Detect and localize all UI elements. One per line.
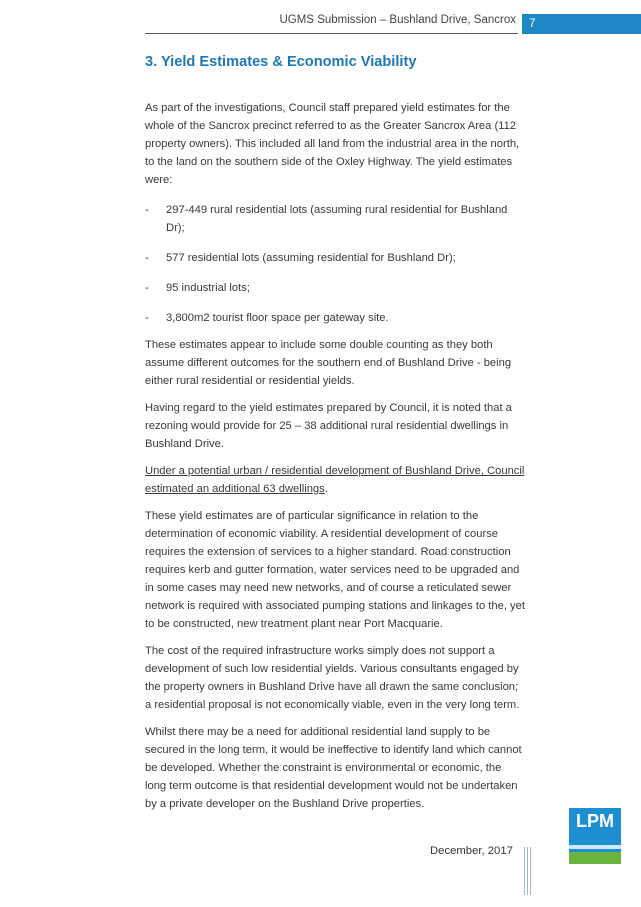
economic-viability-paragraph: These yield estimates are of particular significance in relation to the determination of economic viability. A residential development of course requires the extension of services to a higher standard. Road construction requires kerb and gutter formation, water services need to be upgraded and in some cases may need new networks, and of course a reticulated sewer network is required with associated pumping stations and linkages to the, yet to be constructed, new treatment plant near Port Macquarie. bbox=[145, 510, 525, 630]
rezoning-paragraph: Having regard to the yield estimates prepared by Council, it is noted that a rezoning would provide for 25 – 38 additional rural residential dwellings in Bushland Drive. bbox=[145, 402, 512, 450]
list-dash: - bbox=[145, 252, 149, 264]
footer-rule bbox=[530, 847, 531, 895]
document-body bbox=[145, 99, 525, 822]
footer-rule bbox=[524, 847, 525, 895]
urban-development-paragraph bbox=[145, 462, 525, 498]
list-item-text: 3,800m2 tourist floor space per gateway site. bbox=[166, 312, 389, 324]
page-number: 7 bbox=[522, 14, 641, 34]
list-item-text: 577 residential lots (assuming residential for Bushland Dr); bbox=[166, 252, 456, 264]
footer-rule bbox=[527, 847, 528, 895]
list-dash: - bbox=[145, 312, 149, 324]
infrastructure-cost-paragraph: The cost of the required infrastructure works simply does not support a development of such low residential yields. Various consultants engaged by the property owners in Bushland Drive have all drawn the same conclusion; a residential proposal is not economically viable, even in the very long term. bbox=[145, 645, 520, 711]
list-item-text: 95 industrial lots; bbox=[166, 282, 250, 294]
double-counting-paragraph: These estimates appear to include some double counting as they both assume different outcomes for the southern end of Bushland Drive - being either rural residential or residential yields. bbox=[145, 339, 512, 387]
list-item bbox=[145, 279, 525, 297]
underlined-statement: Under a potential urban / residential development of Bushland Drive, Council estimated an additional 63 dwellings bbox=[145, 465, 525, 495]
logo-stripe bbox=[569, 845, 621, 849]
header-divider bbox=[145, 33, 518, 34]
yield-estimates-list bbox=[145, 201, 525, 327]
statement-end: . bbox=[324, 483, 328, 495]
section-title: 3. Yield Estimates & Economic Viability bbox=[145, 54, 417, 70]
list-item bbox=[145, 201, 525, 237]
logo-text: LPM bbox=[576, 811, 614, 831]
footer-date: December, 2017 bbox=[430, 845, 513, 857]
list-item bbox=[145, 249, 525, 267]
list-dash: - bbox=[145, 282, 149, 294]
intro-paragraph: As part of the investigations, Council staff prepared yield estimates for the whole of the Sancrox precinct referred to as the Greater Sancrox Area (112 property owners). This included all land from the industrial area in the north, to the land on the southern side of the Oxley Highway. The yield estimates were: bbox=[145, 102, 520, 186]
logo-stripe bbox=[569, 852, 621, 864]
list-item-text: 297-449 rural residential lots (assuming rural residential for Bushland Dr); bbox=[166, 204, 508, 234]
land-supply-paragraph: Whilst there may be a need for additional residential land supply to be secured in the long term, it would be ineffective to identify land which cannot be developed. Whether the constraint is environmental or economic, the long term outcome is that residential development would not be undertaken by a private developer on the Bushland Drive properties. bbox=[145, 726, 522, 810]
list-item bbox=[145, 309, 525, 327]
running-header: UGMS Submission – Bushland Drive, Sancrox bbox=[279, 14, 516, 26]
lpm-logo bbox=[569, 808, 621, 864]
list-dash: - bbox=[145, 204, 149, 216]
